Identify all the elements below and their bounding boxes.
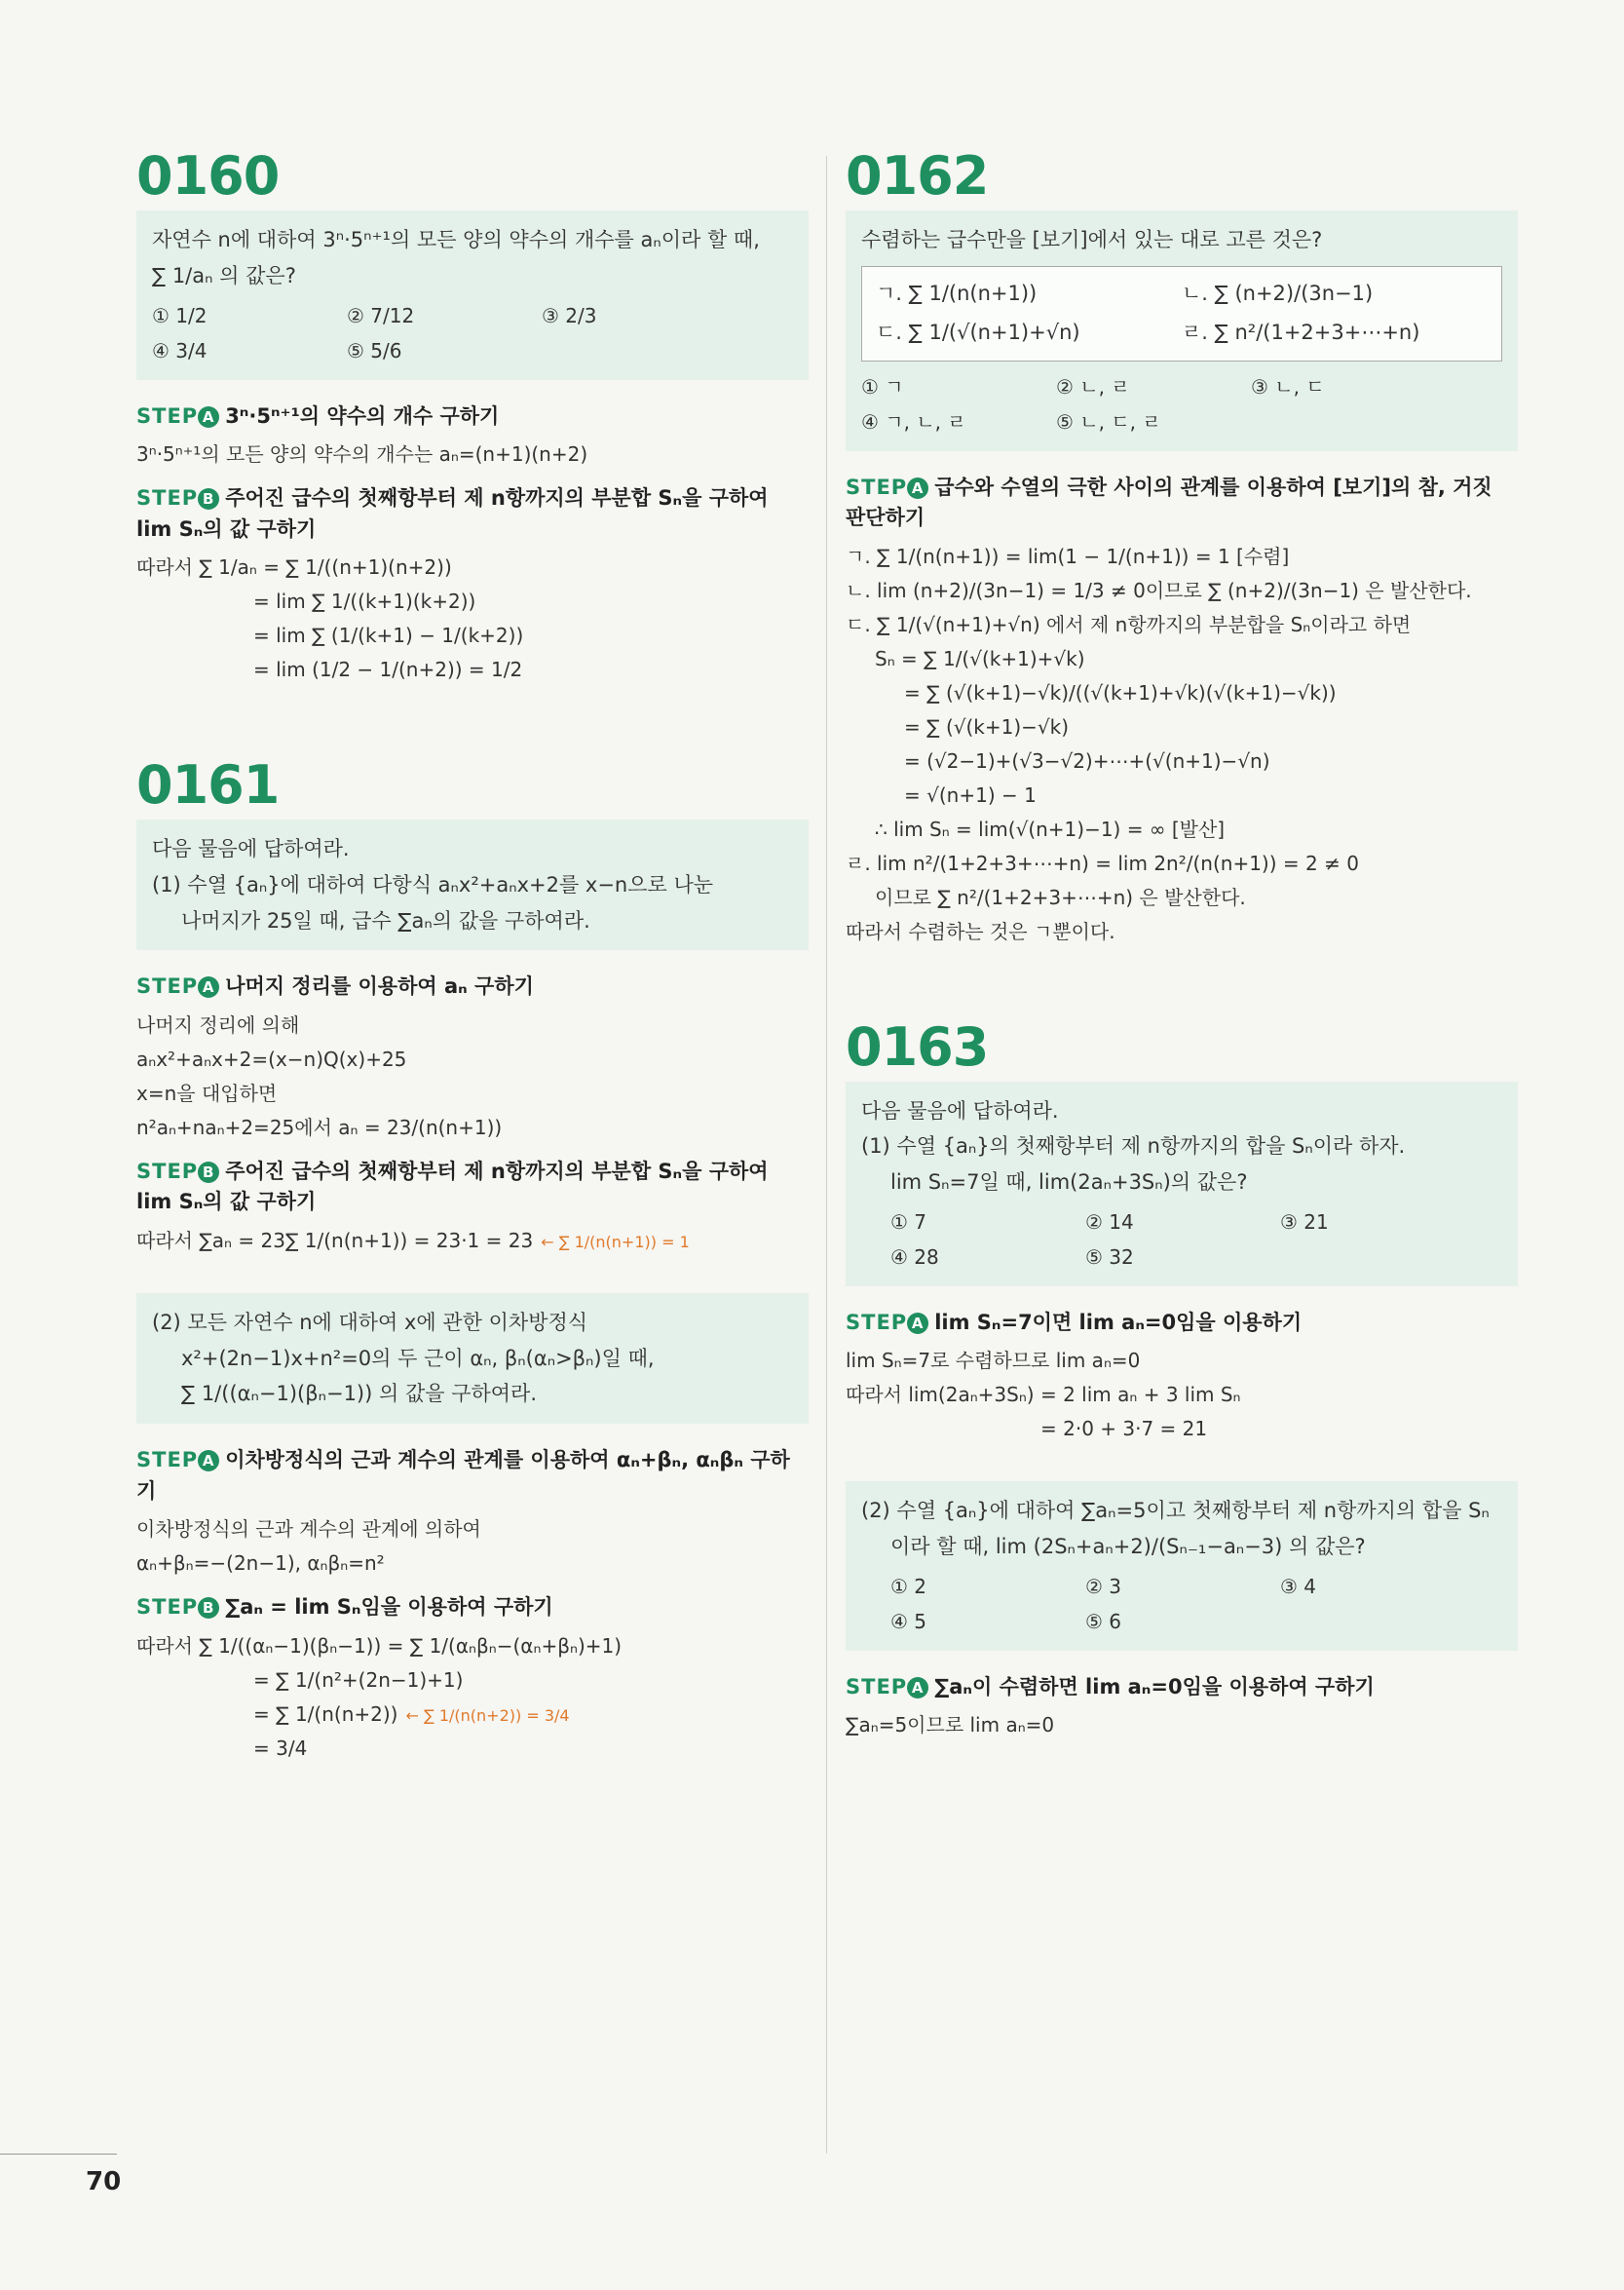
solution-line: = lim (1/2 − 1/(n+2)) = 1/2 bbox=[253, 658, 523, 681]
step-title: 주어진 급수의 첫째항부터 제 n항까지의 부분합 Sₙ을 구하여 lim Sₙ의 값 구하기 bbox=[136, 486, 769, 541]
step-heading bbox=[846, 1308, 1518, 1339]
step-title: ∑aₙ이 수렴하면 lim aₙ=0임을 이용하여 구하기 bbox=[934, 1674, 1375, 1698]
solution-line: ㄷ. ∑ 1/(√(n+1)+√n) 에서 제 n항까지의 부분합을 Sₙ이라고 하면 bbox=[846, 612, 1412, 636]
step-heading bbox=[136, 972, 809, 1003]
question-text: 수렴하는 급수만을 [보기]에서 있는 대로 고른 것은? bbox=[861, 228, 1323, 251]
solution-line: lim Sₙ=7로 수렴하므로 lim aₙ=0 bbox=[846, 1349, 1141, 1373]
solution bbox=[136, 1224, 809, 1258]
solution-line: aₙx²+aₙx+2=(x−n)Q(x)+25 bbox=[136, 1047, 407, 1071]
step-title: lim Sₙ=7이면 lim aₙ=0임을 이용하기 bbox=[934, 1310, 1303, 1334]
question-box-0160 bbox=[136, 210, 809, 380]
solution-line: = (√2−1)+(√3−√2)+⋯+(√(n+1)−√n) bbox=[904, 748, 1270, 773]
step-title: 나머지 정리를 이용하여 aₙ 구하기 bbox=[225, 974, 534, 999]
step-heading bbox=[846, 1672, 1518, 1703]
solution-line: = 2·0 + 3·7 = 21 bbox=[1040, 1417, 1208, 1441]
question-text: 자연수 n에 대하여 3ⁿ·5ⁿ⁺¹의 모든 양의 약수의 개수를 aₙ이라 할 때, bbox=[152, 228, 760, 251]
step-label: STEP A bbox=[846, 1311, 928, 1334]
step-badge: A bbox=[907, 1313, 928, 1334]
right-column bbox=[846, 136, 1518, 1748]
solution bbox=[136, 551, 809, 687]
page-number: 70 bbox=[86, 2167, 122, 2196]
question-text: (1) 수열 {aₙ}의 첫째항부터 제 n항까지의 합을 Sₙ이라 하자. bbox=[861, 1134, 1406, 1159]
solution bbox=[846, 540, 1518, 949]
step-title: 이차방정식의 근과 계수의 관계를 이용하여 αₙ+βₙ, αₙβₙ 구하기 bbox=[136, 1448, 790, 1503]
bogi-box bbox=[861, 266, 1502, 362]
question-box-0163-1 bbox=[846, 1082, 1518, 1286]
choice: ② 14 bbox=[1085, 1209, 1134, 1234]
choice: ③ ㄴ, ㄷ bbox=[1251, 374, 1325, 399]
solution bbox=[136, 1512, 809, 1581]
solution-line: = ∑ 1/(n(n+2)) ← ∑ 1/(n(n+2)) = 3/4 bbox=[253, 1701, 570, 1726]
question-box-0163-2 bbox=[846, 1481, 1518, 1651]
step-label: STEP B bbox=[136, 1160, 219, 1183]
step-title: 급수와 수열의 극한 사이의 관계를 이용하여 [보기]의 참, 거짓 판단하기 bbox=[846, 475, 1492, 530]
step-badge: B bbox=[198, 488, 219, 510]
step-badge: A bbox=[198, 976, 219, 998]
choices bbox=[152, 298, 793, 368]
step-badge: A bbox=[198, 406, 219, 428]
step-badge: A bbox=[907, 1677, 928, 1698]
question-text: x²+(2n−1)x+n²=0의 두 근이 αₙ, βₙ(αₙ>βₙ)일 때, bbox=[181, 1346, 655, 1370]
solution-line: = lim ∑ (1/(k+1) − 1/(k+2)) bbox=[253, 624, 524, 647]
column-divider bbox=[826, 156, 827, 2154]
step-label: STEP A bbox=[136, 404, 219, 428]
step-badge: A bbox=[907, 477, 928, 499]
step-heading bbox=[846, 473, 1518, 534]
solution-line: 따라서 수렴하는 것은 ㄱ뿐이다. bbox=[846, 919, 1115, 943]
problem-number-0162: 0162 bbox=[846, 145, 989, 207]
problem-number-0163: 0163 bbox=[846, 1015, 989, 1078]
solution-line: ㄴ. lim (n+2)/(3n−1) = 1/3 ≠ 0이므로 ∑ (n+2)/(3n−1) 은 발산한다. bbox=[846, 578, 1472, 602]
solution-line: 나머지 정리에 의해 bbox=[136, 1012, 300, 1037]
question-text: 이라 할 때, lim (2Sₙ+aₙ+2)/(Sₙ₋₁−aₙ−3) 의 값은? bbox=[890, 1535, 1366, 1559]
solution bbox=[846, 1708, 1518, 1742]
question-text: ∑ 1/((αₙ−1)(βₙ−1)) 의 값을 구하여라. bbox=[181, 1382, 538, 1406]
question-text: (2) 모든 자연수 n에 대하여 x에 관한 이차방정식 bbox=[152, 1310, 588, 1334]
choice: ⑤ 5/6 bbox=[347, 338, 402, 363]
choices bbox=[861, 1569, 1502, 1639]
solution-line: = lim ∑ 1/((k+1)(k+2)) bbox=[253, 590, 476, 613]
problem-number-0161: 0161 bbox=[136, 754, 280, 816]
step-label: STEP A bbox=[136, 1448, 219, 1471]
solution-line: 따라서 ∑ 1/aₙ = ∑ 1/((n+1)(n+2)) bbox=[136, 555, 452, 579]
step-title: ∑aₙ = lim Sₙ임을 이용하여 구하기 bbox=[225, 1595, 553, 1619]
choice: ③ 4 bbox=[1280, 1574, 1317, 1598]
problem-number-0160: 0160 bbox=[136, 145, 280, 207]
step-badge: A bbox=[198, 1450, 219, 1471]
choice: ④ 3/4 bbox=[152, 338, 208, 363]
solution bbox=[136, 1629, 809, 1766]
page-footer-rule bbox=[0, 2154, 117, 2155]
step-label: STEP A bbox=[846, 476, 928, 499]
choice: ② ㄴ, ㄹ bbox=[1056, 374, 1130, 399]
choices bbox=[861, 1204, 1502, 1275]
bogi-item: ㄴ. ∑ (n+2)/(3n−1) bbox=[1182, 281, 1374, 305]
solution-line: 따라서 lim(2aₙ+3Sₙ) = 2 lim aₙ + 3 lim Sₙ bbox=[846, 1383, 1241, 1407]
solution-line: αₙ+βₙ=−(2n−1), αₙβₙ=n² bbox=[136, 1551, 385, 1575]
solution-line: = ∑ (√(k+1)−√k)/((√(k+1)+√k)(√(k+1)−√k)) bbox=[904, 680, 1337, 705]
choice: ① 1/2 bbox=[152, 303, 208, 327]
solution-line: 따라서 ∑ 1/((αₙ−1)(βₙ−1)) = ∑ 1/(αₙβₙ−(αₙ+βₙ)+1) bbox=[136, 1633, 623, 1658]
choice: ④ 5 bbox=[890, 1609, 927, 1633]
step-heading bbox=[136, 1157, 809, 1218]
bogi-item: ㄹ. ∑ n²/(1+2+3+⋯+n) bbox=[1182, 320, 1420, 344]
solution-line: 3ⁿ·5ⁿ⁺¹의 모든 양의 약수의 개수는 aₙ=(n+1)(n+2) bbox=[136, 442, 588, 466]
choice: ① 7 bbox=[890, 1209, 927, 1234]
hint-note: ← ∑ 1/(n(n+1)) = 1 bbox=[541, 1232, 690, 1251]
solution-line: Sₙ = ∑ 1/(√(k+1)+√k) bbox=[875, 646, 1085, 670]
solution-line: ㄹ. lim n²/(1+2+3+⋯+n) = lim 2n²/(n(n+1)) = 2 ≠ 0 bbox=[846, 851, 1359, 875]
choice: ③ 2/3 bbox=[542, 303, 597, 327]
bogi-item: ㄱ. ∑ 1/(n(n+1)) bbox=[876, 281, 1038, 305]
question-text: 다음 물음에 답하여라. bbox=[152, 837, 350, 860]
solution-line: n²aₙ+naₙ+2=25에서 aₙ = 23/(n(n+1)) bbox=[136, 1115, 503, 1139]
solution-line: = ∑ 1/(n²+(2n−1)+1) bbox=[253, 1667, 464, 1692]
step-heading bbox=[136, 401, 809, 433]
step-label: STEP B bbox=[136, 1595, 219, 1619]
step-title: 주어진 급수의 첫째항부터 제 n항까지의 부분합 Sₙ을 구하여 lim Sₙ의 값 구하기 bbox=[136, 1159, 769, 1214]
solution-line: = √(n+1) − 1 bbox=[904, 782, 1037, 807]
solution-line: ㄱ. ∑ 1/(n(n+1)) = lim(1 − 1/(n+1)) = 1 [수렴] bbox=[846, 544, 1290, 568]
choice: ⑤ 6 bbox=[1085, 1609, 1122, 1633]
choice: ④ 28 bbox=[890, 1244, 939, 1269]
bogi-item: ㄷ. ∑ 1/(√(n+1)+√n) bbox=[876, 320, 1080, 344]
solution bbox=[846, 1344, 1518, 1446]
choice: ② 7/12 bbox=[347, 303, 415, 327]
step-heading bbox=[136, 1445, 809, 1507]
choice: ① 2 bbox=[890, 1574, 927, 1598]
choice: ① ㄱ bbox=[861, 374, 904, 399]
question-text: (1) 수열 {aₙ}에 대하여 다항식 aₙx²+aₙx+2를 x−n으로 나눈 bbox=[152, 872, 714, 897]
step-label: STEP A bbox=[136, 974, 219, 998]
step-label: STEP A bbox=[846, 1675, 928, 1698]
solution-line: 이므로 ∑ n²/(1+2+3+⋯+n) 은 발산한다. bbox=[875, 885, 1246, 909]
question-text: (2) 수열 {aₙ}에 대하여 ∑aₙ=5이고 첫째항부터 제 n항까지의 합을 Sₙ bbox=[861, 1499, 1490, 1523]
step-badge: B bbox=[198, 1597, 219, 1619]
question-box-0162 bbox=[846, 210, 1518, 451]
solution-line: 이차방정식의 근과 계수의 관계에 의하여 bbox=[136, 1517, 481, 1541]
solution-line: = ∑ (√(k+1)−√k) bbox=[904, 714, 1070, 739]
solution-line: ∴ lim Sₙ = lim(√(n+1)−1) = ∞ [발산] bbox=[875, 817, 1226, 841]
step-heading bbox=[136, 1592, 809, 1623]
solution-line: 따라서 ∑aₙ = 23∑ 1/(n(n+1)) = 23·1 = 23 ← ∑ 1/(n(n+1)) = 1 bbox=[136, 1228, 690, 1252]
choice: ⑤ 32 bbox=[1085, 1244, 1134, 1269]
question-box-0161-2 bbox=[136, 1293, 809, 1424]
choice: ③ 21 bbox=[1280, 1209, 1329, 1234]
choices bbox=[861, 369, 1502, 439]
solution-line: ∑aₙ=5이므로 lim aₙ=0 bbox=[846, 1713, 1055, 1737]
question-text: 다음 물음에 답하여라. bbox=[861, 1098, 1059, 1123]
solution bbox=[136, 438, 809, 472]
step-label: STEP B bbox=[136, 486, 219, 510]
choice: ⑤ ㄴ, ㄷ, ㄹ bbox=[1056, 409, 1161, 434]
choice: ② 3 bbox=[1085, 1574, 1122, 1598]
choice: ④ ㄱ, ㄴ, ㄹ bbox=[861, 409, 966, 434]
question-text: 나머지가 25일 때, 급수 ∑aₙ의 값을 구하여라. bbox=[181, 908, 590, 933]
question-text: lim Sₙ=7일 때, lim(2aₙ+3Sₙ)의 값은? bbox=[890, 1170, 1248, 1195]
solution-line: = 3/4 bbox=[253, 1736, 308, 1760]
question-text: ∑ 1/aₙ 의 값은? bbox=[152, 263, 296, 287]
question-box-0161-1 bbox=[136, 820, 809, 950]
step-title: 3ⁿ·5ⁿ⁺¹의 약수의 개수 구하기 bbox=[225, 403, 500, 428]
hint-note: ← ∑ 1/(n(n+2)) = 3/4 bbox=[405, 1705, 570, 1725]
left-column bbox=[136, 136, 809, 1772]
step-heading bbox=[136, 483, 809, 545]
solution-line: x=n을 대입하면 bbox=[136, 1081, 278, 1105]
step-badge: B bbox=[198, 1162, 219, 1183]
solution bbox=[136, 1009, 809, 1145]
